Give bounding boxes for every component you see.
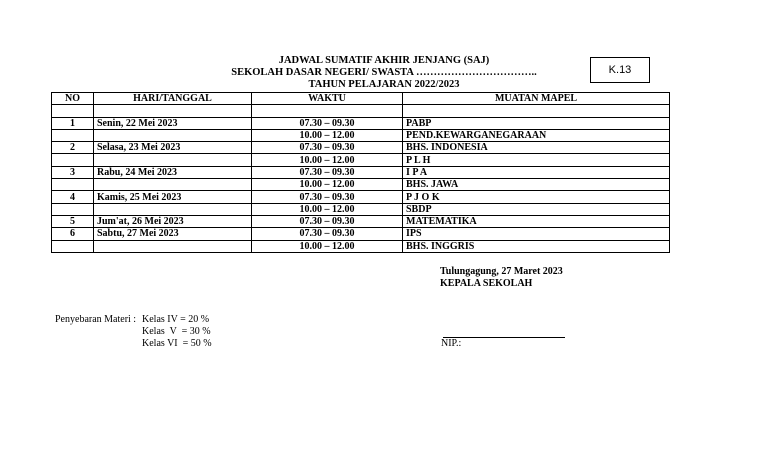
cell-no (52, 154, 94, 166)
cell-subject: SBDP (403, 203, 670, 215)
cell-subject: PEND.KEWARGANEGARAAN (403, 129, 670, 141)
cell-day (94, 129, 252, 141)
cell-subject: PABP (403, 117, 670, 129)
cell-no (52, 179, 94, 191)
table-row (52, 129, 670, 141)
table-row (52, 117, 670, 129)
cell-day: Kamis, 25 Mei 2023 (94, 191, 252, 203)
cell-day (94, 105, 252, 117)
cell-no (52, 105, 94, 117)
distribution-row (55, 338, 212, 350)
document-title: JADWAL SUMATIF AKHIR JENJANG (SAJ) (278, 55, 490, 66)
distribution-label: Penyebaran Materi : (55, 314, 137, 325)
distribution-row (55, 326, 212, 338)
table-row (52, 191, 670, 203)
table-row (52, 240, 670, 252)
column-header-subject: MUATAN MAPEL (403, 93, 670, 105)
cell-time: 07.30 – 09.30 (252, 228, 403, 240)
signature-place-date: Tulungagung, 27 Maret 2023 (440, 266, 563, 277)
table-header-row (52, 93, 670, 105)
cell-subject (403, 105, 670, 117)
cell-day (94, 179, 252, 191)
table-row (52, 105, 670, 117)
cell-no: 3 (52, 166, 94, 178)
cell-subject: MATEMATIKA (403, 215, 670, 227)
cell-time: 10.00 – 12.00 (252, 240, 403, 252)
distribution-item: Kelas VI = 50 % (142, 338, 212, 349)
signature-role: KEPALA SEKOLAH (440, 278, 533, 289)
cell-no: 1 (52, 117, 94, 129)
cell-time: 10.00 – 12.00 (252, 154, 403, 166)
cell-day: Jum'at, 26 Mei 2023 (94, 215, 252, 227)
cell-time: 10.00 – 12.00 (252, 203, 403, 215)
cell-time: 07.30 – 09.30 (252, 215, 403, 227)
column-header-day: HARI/TANGGAL (94, 93, 252, 105)
cell-time: 07.30 – 09.30 (252, 191, 403, 203)
cell-subject: IPS (403, 228, 670, 240)
table-row (52, 215, 670, 227)
cell-day (94, 203, 252, 215)
cell-subject: P L H (403, 154, 670, 166)
distribution-item: Kelas IV = 20 % (142, 314, 210, 325)
cell-no: 4 (52, 191, 94, 203)
cell-time: 10.00 – 12.00 (252, 179, 403, 191)
distribution-item: Kelas V = 30 % (142, 326, 211, 337)
signature-line (443, 337, 565, 338)
cell-subject: I P A (403, 166, 670, 178)
schedule-body (52, 105, 670, 253)
table-row (52, 228, 670, 240)
cell-day (94, 154, 252, 166)
cell-no (52, 240, 94, 252)
cell-no: 6 (52, 228, 94, 240)
table-row (52, 154, 670, 166)
schedule-table (51, 92, 670, 253)
column-header-no: NO (52, 93, 94, 105)
signature-nip: NIP.: (441, 338, 462, 349)
cell-time (252, 105, 403, 117)
cell-day: Senin, 22 Mei 2023 (94, 117, 252, 129)
material-distribution (55, 314, 212, 350)
cell-day: Selasa, 23 Mei 2023 (94, 142, 252, 154)
cell-no (52, 129, 94, 141)
cell-subject: BHS. INDONESIA (403, 142, 670, 154)
cell-no: 2 (52, 142, 94, 154)
cell-subject: BHS. INGGRIS (403, 240, 670, 252)
cell-time: 10.00 – 12.00 (252, 129, 403, 141)
cell-day: Sabtu, 27 Mei 2023 (94, 228, 252, 240)
cell-day: Rabu, 24 Mei 2023 (94, 166, 252, 178)
column-header-time: WAKTU (252, 93, 403, 105)
cell-time: 07.30 – 09.30 (252, 117, 403, 129)
table-row (52, 166, 670, 178)
table-row (52, 203, 670, 215)
table-row (52, 142, 670, 154)
academic-year: TAHUN PELAJARAN 2022/2023 (308, 79, 460, 90)
cell-subject: BHS. JAWA (403, 179, 670, 191)
school-name: SEKOLAH DASAR NEGERI/ SWASTA …………………………….. (231, 67, 537, 78)
cell-no (52, 203, 94, 215)
table-row (52, 179, 670, 191)
cell-no: 5 (52, 215, 94, 227)
curriculum-code-box: K.13 (590, 57, 650, 83)
cell-time: 07.30 – 09.30 (252, 166, 403, 178)
distribution-row (55, 314, 212, 326)
cell-subject: P J O K (403, 191, 670, 203)
cell-day (94, 240, 252, 252)
cell-time: 07.30 – 09.30 (252, 142, 403, 154)
